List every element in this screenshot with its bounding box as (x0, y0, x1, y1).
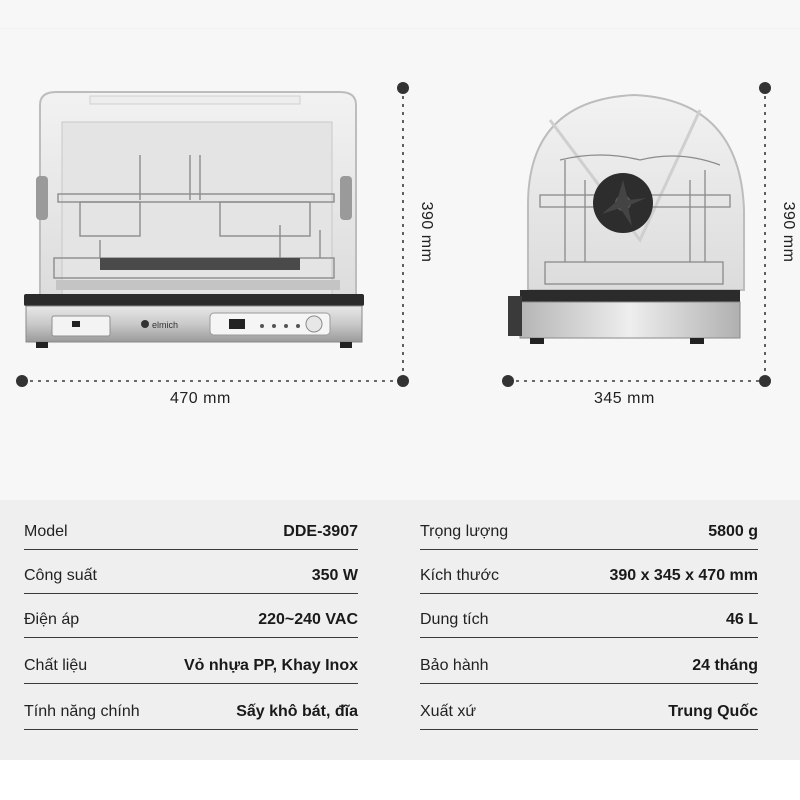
side-base-top (520, 290, 740, 302)
spec-row-power (24, 548, 358, 594)
spec-value: Trung Quốc (668, 703, 758, 720)
spec-row-feature (24, 684, 358, 730)
side-width-label: 345 mm (594, 390, 655, 407)
side-height-label: 390 mm (780, 201, 797, 263)
spec-value: Sấy khô bát, đĩa (236, 703, 358, 720)
spec-label: Trọng lượng (420, 523, 509, 540)
spec-row-voltage (24, 592, 358, 638)
spec-row-origin (420, 684, 758, 730)
spec-label: Tính năng chính (24, 703, 140, 720)
spec-label: Bảo hành (420, 657, 489, 674)
front-view-dryer (24, 92, 364, 348)
spec-label: Công suất (24, 567, 97, 584)
front-right-hinge (340, 176, 352, 220)
front-brand-logo: elmich (152, 320, 179, 330)
spec-label: Xuất xứ (420, 703, 477, 720)
front-left-hinge (36, 176, 48, 220)
spec-label: Chất liệu (24, 657, 88, 674)
front-cover-window (62, 122, 332, 297)
front-drip-tray (52, 316, 110, 336)
front-height-label: 390 mm (418, 201, 435, 263)
spec-value: 46 L (725, 611, 758, 628)
front-knob (306, 316, 322, 332)
side-base-steel (520, 302, 740, 338)
spec-row-warranty (420, 638, 758, 684)
spec-value: Vỏ nhựa PP, Khay Inox (184, 657, 358, 674)
spec-label: Dung tích (420, 611, 489, 628)
spec-value: 220~240 VAC (258, 611, 358, 628)
spec-row-weight (420, 504, 758, 550)
spec-value: DDE-3907 (283, 523, 358, 540)
spec-row-model (24, 504, 358, 550)
front-width-label: 470 mm (170, 390, 231, 407)
spec-label: Model (24, 523, 68, 540)
spec-value: 24 tháng (692, 657, 758, 674)
side-view-dryer (508, 95, 744, 344)
spec-value: 350 W (311, 567, 358, 584)
spec-value: 390 x 345 x 470 mm (609, 567, 758, 584)
front-base-top (24, 294, 364, 306)
spec-row-size (420, 548, 758, 594)
spec-label: Điện áp (24, 611, 80, 628)
spec-label: Kích thước (420, 567, 500, 584)
spec-value: 5800 g (708, 523, 758, 540)
spec-row-capacity (420, 592, 758, 638)
spec-row-material (24, 638, 358, 684)
